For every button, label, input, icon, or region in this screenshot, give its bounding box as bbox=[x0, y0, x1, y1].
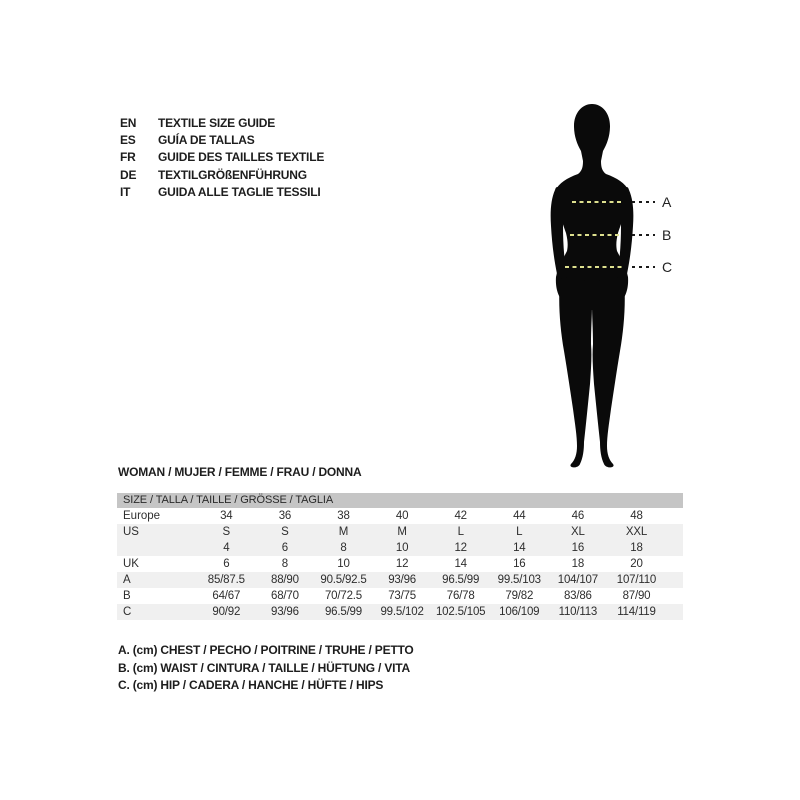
size-table-body bbox=[117, 508, 683, 620]
language-code: ES bbox=[120, 133, 136, 148]
size-value: 12 bbox=[454, 542, 467, 554]
table-row bbox=[117, 540, 683, 556]
language-title: GUÍA DE TALLAS bbox=[158, 133, 255, 148]
size-value: 107/110 bbox=[616, 574, 657, 586]
size-value: 99.5/103 bbox=[497, 574, 541, 586]
size-value: 12 bbox=[395, 558, 409, 570]
table-row bbox=[117, 572, 683, 588]
language-code: IT bbox=[120, 185, 131, 200]
size-value: 18 bbox=[630, 542, 643, 554]
language-item bbox=[120, 131, 324, 148]
size-value: 10 bbox=[337, 558, 350, 570]
language-title: GUIDE DES TAILLES TEXTILE bbox=[158, 150, 325, 165]
language-item bbox=[120, 184, 324, 201]
size-value: 76/78 bbox=[446, 590, 475, 602]
size-table-header: SIZE / TALLA / TAILLE / GRÖSSE / TAGLIA bbox=[117, 493, 683, 508]
language-code: FR bbox=[120, 150, 136, 165]
size-value: 14 bbox=[454, 558, 467, 570]
language-item bbox=[120, 166, 324, 183]
size-value: 114/119 bbox=[617, 606, 656, 618]
size-value: XXL bbox=[625, 526, 648, 538]
size-value: 42 bbox=[454, 510, 467, 522]
row-filler bbox=[666, 588, 683, 604]
size-value: 4 bbox=[223, 542, 230, 554]
size-value: 104/107 bbox=[557, 574, 598, 586]
chest-label: A bbox=[662, 194, 672, 210]
size-table bbox=[117, 493, 683, 620]
size-value: 90/92 bbox=[212, 606, 241, 618]
size-value: 90.5/92.5 bbox=[320, 574, 367, 586]
size-value: M bbox=[338, 526, 349, 538]
size-value: 88/90 bbox=[271, 574, 299, 586]
category-heading: WOMAN / MUJER / FEMME / FRAU / DONNA bbox=[118, 465, 362, 479]
size-value: 102.5/105 bbox=[435, 606, 486, 618]
size-value: S bbox=[281, 526, 289, 538]
size-value: 16 bbox=[571, 542, 585, 554]
row-filler bbox=[666, 508, 683, 524]
size-value: 68/70 bbox=[271, 590, 299, 602]
row-filler bbox=[666, 556, 683, 572]
measurement-notes bbox=[118, 643, 414, 696]
size-value: 70/72.5 bbox=[324, 590, 362, 602]
size-value: 34 bbox=[220, 510, 233, 522]
table-row bbox=[117, 556, 683, 572]
size-value: 93/96 bbox=[388, 574, 416, 586]
size-value: 96.5/99 bbox=[442, 574, 480, 586]
size-value: 6 bbox=[223, 558, 230, 570]
woman-silhouette bbox=[551, 104, 634, 467]
size-value: 93/96 bbox=[271, 606, 299, 618]
language-title: TEXTILE SIZE GUIDE bbox=[158, 115, 276, 130]
size-value: 85/87.5 bbox=[207, 574, 245, 586]
silhouette-left-leg bbox=[559, 277, 592, 467]
size-value: 110/113 bbox=[558, 606, 598, 618]
row-label: UK bbox=[123, 558, 139, 570]
size-value: 14 bbox=[513, 542, 526, 554]
size-value: 8 bbox=[340, 542, 347, 554]
size-value: L bbox=[516, 526, 523, 538]
size-value: 46 bbox=[571, 510, 585, 522]
size-value: 79/82 bbox=[505, 590, 534, 602]
language-item bbox=[120, 114, 324, 131]
waist-label: B bbox=[662, 227, 672, 243]
language-code: EN bbox=[120, 115, 137, 130]
measure-note: A. (cm) CHEST / PECHO / POITRINE / TRUHE / PETTO bbox=[118, 643, 414, 657]
size-value: M bbox=[397, 526, 407, 538]
hip-label: C bbox=[662, 259, 673, 275]
row-label: B bbox=[123, 590, 131, 602]
row-label bbox=[117, 540, 197, 556]
size-value: S bbox=[222, 526, 231, 538]
table-row bbox=[117, 604, 683, 620]
size-value: 8 bbox=[281, 558, 288, 570]
size-value: 64/67 bbox=[212, 590, 241, 602]
silhouette-right-leg bbox=[592, 277, 625, 467]
woman-silhouette-figure bbox=[520, 95, 700, 485]
row-filler bbox=[666, 540, 683, 556]
size-value: 96.5/99 bbox=[324, 606, 362, 618]
measure-note: C. (cm) HIP / CADERA / HANCHE / HÜFTE / HIPS bbox=[118, 678, 384, 693]
table-row bbox=[117, 508, 683, 524]
size-value: 40 bbox=[395, 510, 409, 522]
size-value: 44 bbox=[513, 510, 526, 522]
table-row bbox=[117, 524, 683, 540]
size-value: 6 bbox=[281, 542, 288, 554]
language-list bbox=[120, 114, 324, 201]
measure-note: B. (cm) WAIST / CINTURA / TAILLE / HÜFTUNG / VITA bbox=[118, 660, 410, 675]
size-value: 73/75 bbox=[388, 590, 416, 602]
row-filler bbox=[666, 572, 683, 588]
size-value: 87/90 bbox=[622, 590, 651, 602]
size-value: 106/109 bbox=[499, 606, 540, 618]
table-row bbox=[117, 588, 683, 604]
row-label: Europe bbox=[123, 510, 161, 522]
size-value: 38 bbox=[337, 510, 350, 522]
language-title: GUIDA ALLE TAGLIE TESSILI bbox=[158, 185, 321, 200]
size-value: 48 bbox=[630, 510, 643, 522]
size-value: XL bbox=[571, 526, 585, 538]
size-value: 20 bbox=[630, 558, 643, 570]
size-value: 16 bbox=[513, 558, 526, 570]
row-filler bbox=[666, 604, 683, 620]
row-filler bbox=[666, 524, 683, 540]
language-code: DE bbox=[120, 167, 137, 182]
size-value: 10 bbox=[395, 542, 409, 554]
size-value: 18 bbox=[571, 558, 585, 570]
row-label: US bbox=[123, 526, 139, 538]
row-label: C bbox=[123, 606, 132, 618]
size-value: 99.5/102 bbox=[380, 606, 424, 618]
size-value: 36 bbox=[278, 510, 292, 522]
language-title: TEXTILGRÖßENFÜHRUNG bbox=[158, 167, 307, 182]
language-item bbox=[120, 149, 324, 166]
size-value: 83/86 bbox=[563, 590, 592, 602]
size-value: L bbox=[457, 526, 464, 538]
row-label: A bbox=[123, 574, 131, 586]
